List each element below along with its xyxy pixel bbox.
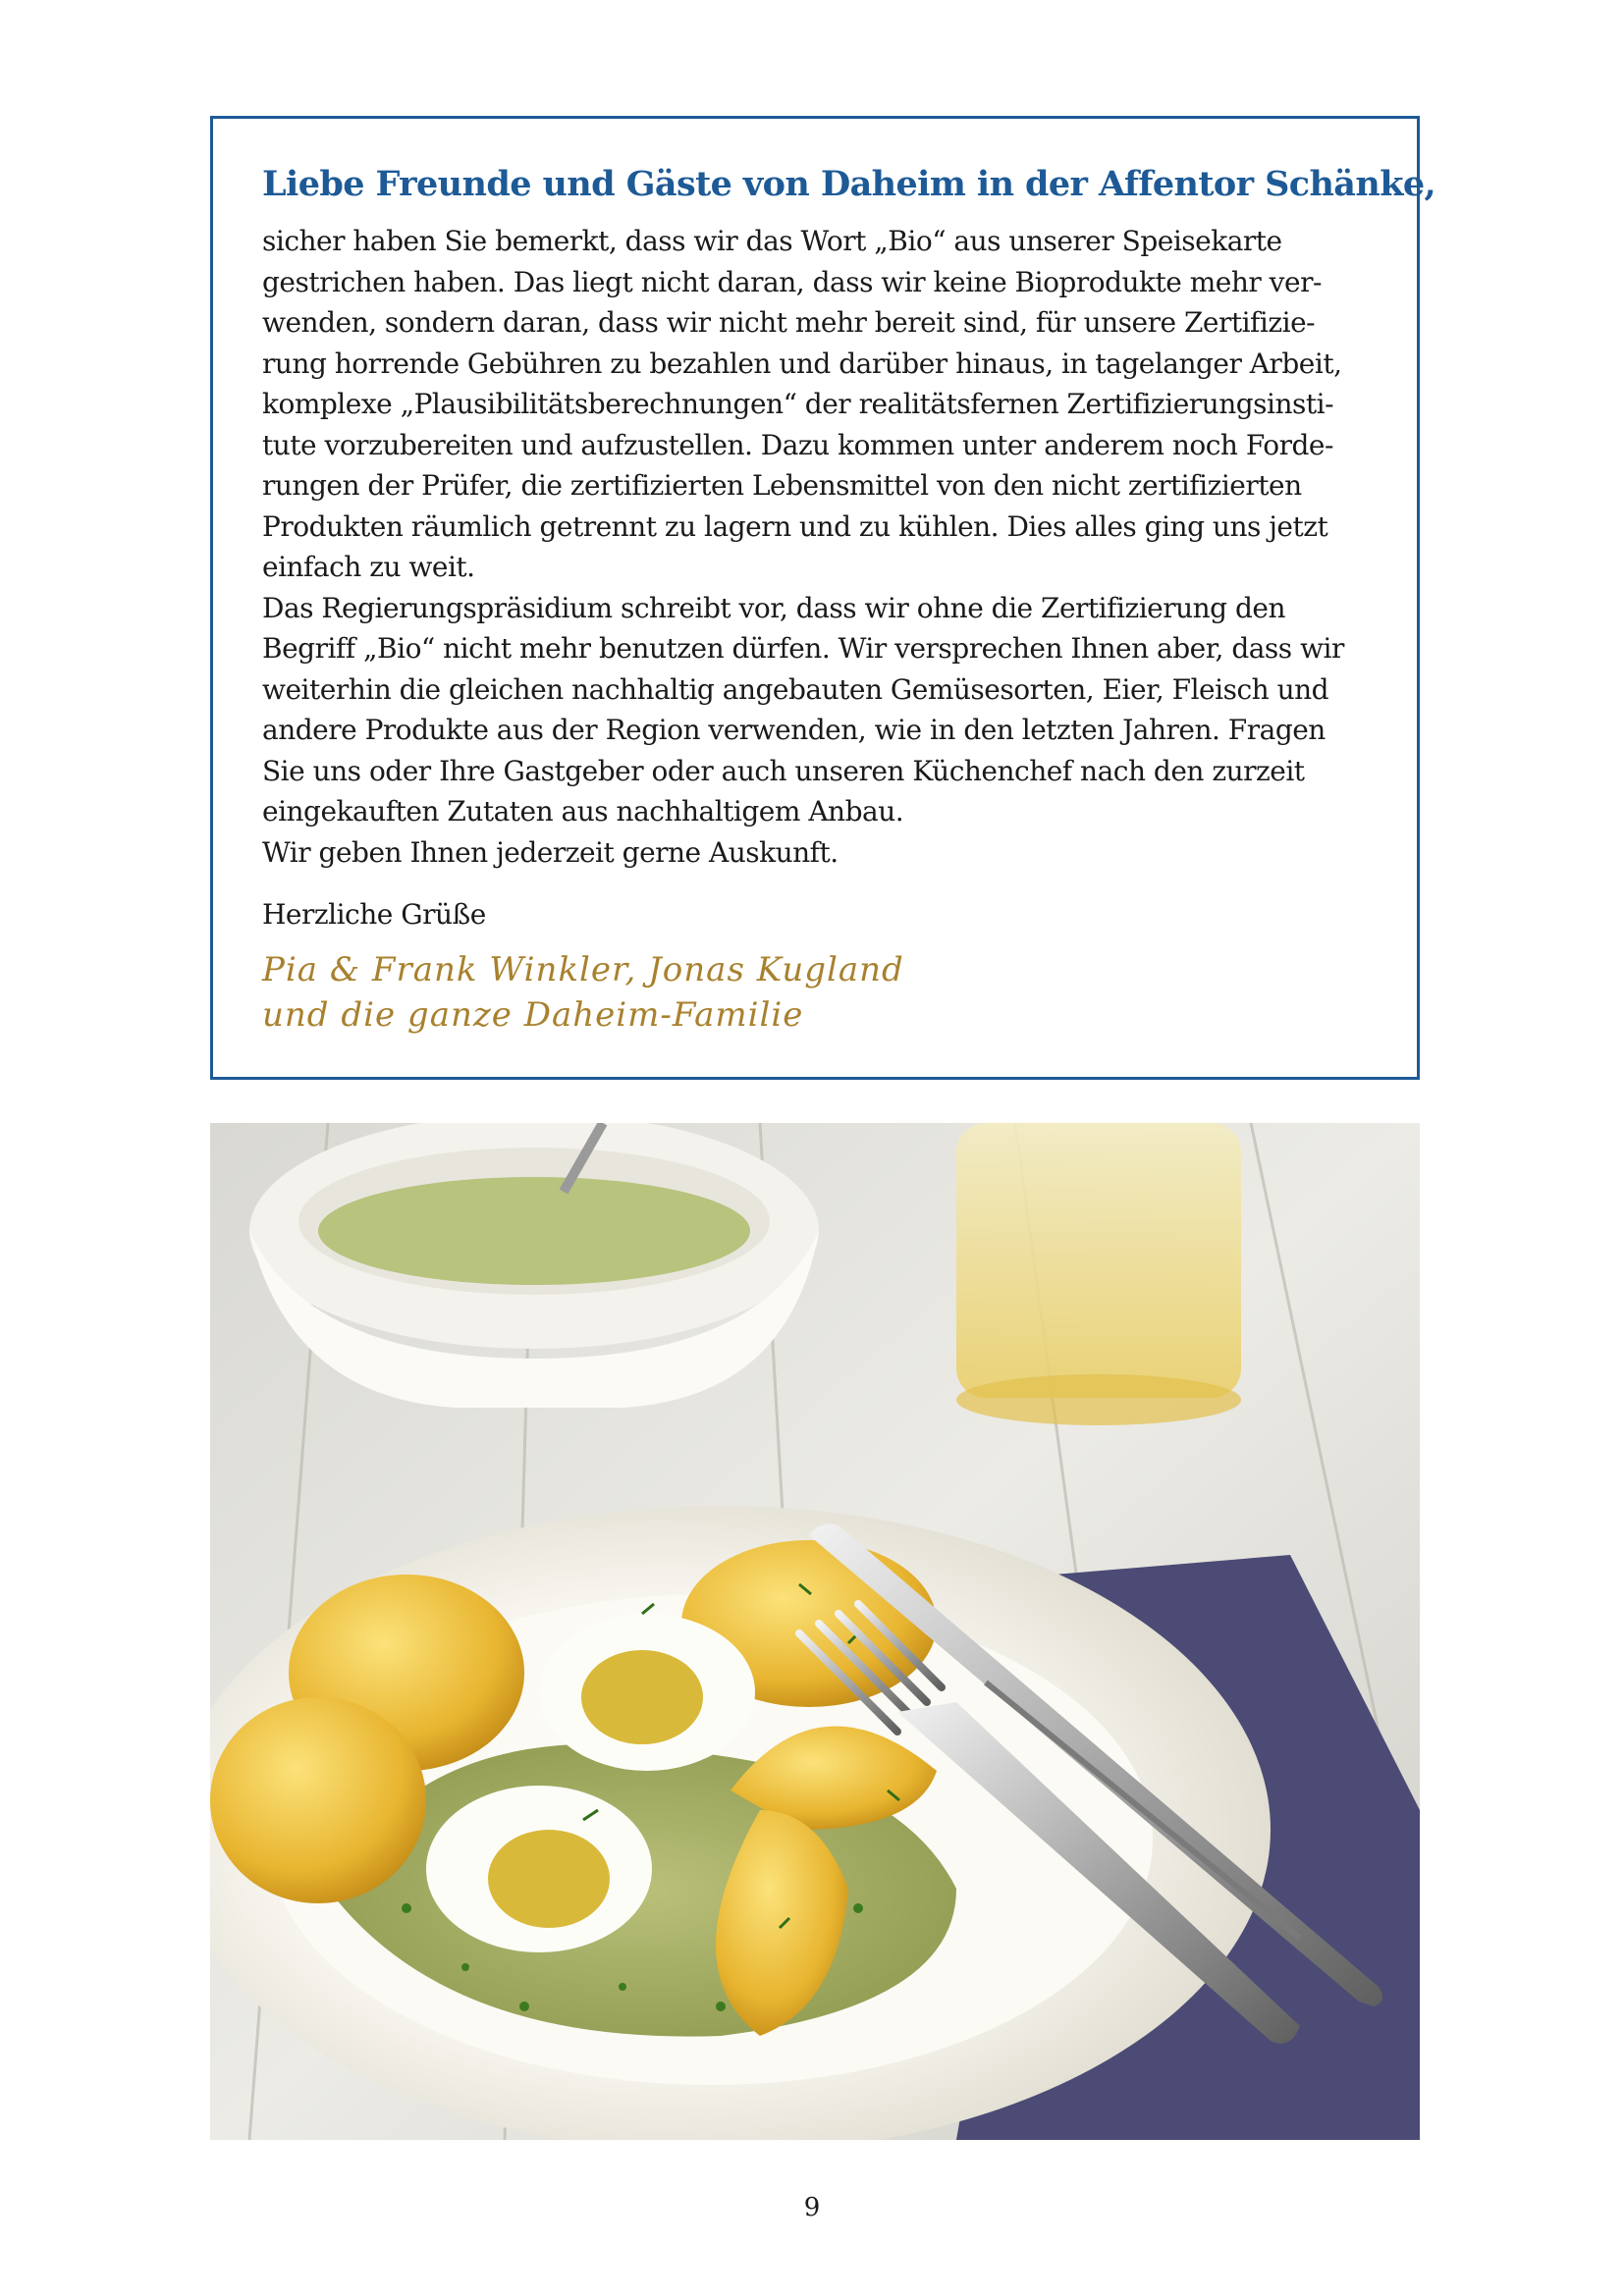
food-illustration [210, 1123, 1420, 2140]
letter-body [262, 221, 1368, 873]
letter-line: rung horrende Gebühren zu bezahlen und darüber hinaus, in tagelanger Arbeit, [262, 347, 1342, 380]
letter-line: Produkten räumlich getrennt zu lagern und zu kühlen. Dies alles ging uns jetzt [262, 509, 1328, 543]
letter-box [210, 116, 1436, 1080]
letter-line: Begriff „Bio“ nicht mehr benutzen dürfen. Wir versprechen Ihnen aber, dass wir [262, 632, 1344, 665]
signature-line: und die ganze Daheim-Familie [262, 994, 804, 1035]
signature-line: Pia & Frank Winkler, Jonas Kugland [262, 949, 904, 989]
letter-line: rungen der Prüfer, die zertifizierten Lebensmittel von den nicht zertifizierten [262, 469, 1302, 502]
letter-title: Liebe Freunde und Gäste von Daheim in der Affentor Schänke, [262, 164, 1436, 204]
letter-line: gestrichen haben. Das liegt nicht daran, dass wir keine Bioprodukte mehr ver- [262, 265, 1322, 298]
letter-line: Wir geben Ihnen jederzeit gerne Auskunft. [262, 835, 839, 869]
letter-line: einfach zu weit. [262, 551, 475, 583]
letter-line: Sie uns oder Ihre Gastgeber oder auch unseren Küchenchef nach den zurzeit [262, 754, 1305, 787]
letter-line: Das Regierungspräsidium schreibt vor, dass wir ohne die Zertifizierung den [262, 591, 1286, 624]
signature [262, 947, 1368, 1038]
letter-line: sicher haben Sie bemerkt, dass wir das Wort „Bio“ aus unserer Speisekarte [262, 225, 1282, 257]
letter-line: wenden, sondern daran, dass wir nicht mehr bereit sind, für unsere Zertifizie- [262, 306, 1316, 339]
letter-line: komplexe „Plausibilitätsberechnungen“ der realitätsfernen Zertifizierungsinsti- [262, 388, 1334, 420]
letter-line: weiterhin die gleichen nachhaltig angebauten Gemüsesorten, Eier, Fleisch und [262, 672, 1329, 706]
letter-line: andere Produkte aus der Region verwenden, wie in den letzten Jahren. Fragen [262, 714, 1326, 746]
food-photo [210, 1123, 1420, 2140]
letter-greeting: Herzliche Grüße [262, 898, 486, 931]
letter-line: eingekauften Zutaten aus nachhaltigem Anbau. [262, 795, 904, 828]
letter-line: tute vorzubereiten und aufzustellen. Dazu kommen unter anderem noch Forde- [262, 428, 1333, 461]
page-number: 9 [803, 2193, 821, 2222]
